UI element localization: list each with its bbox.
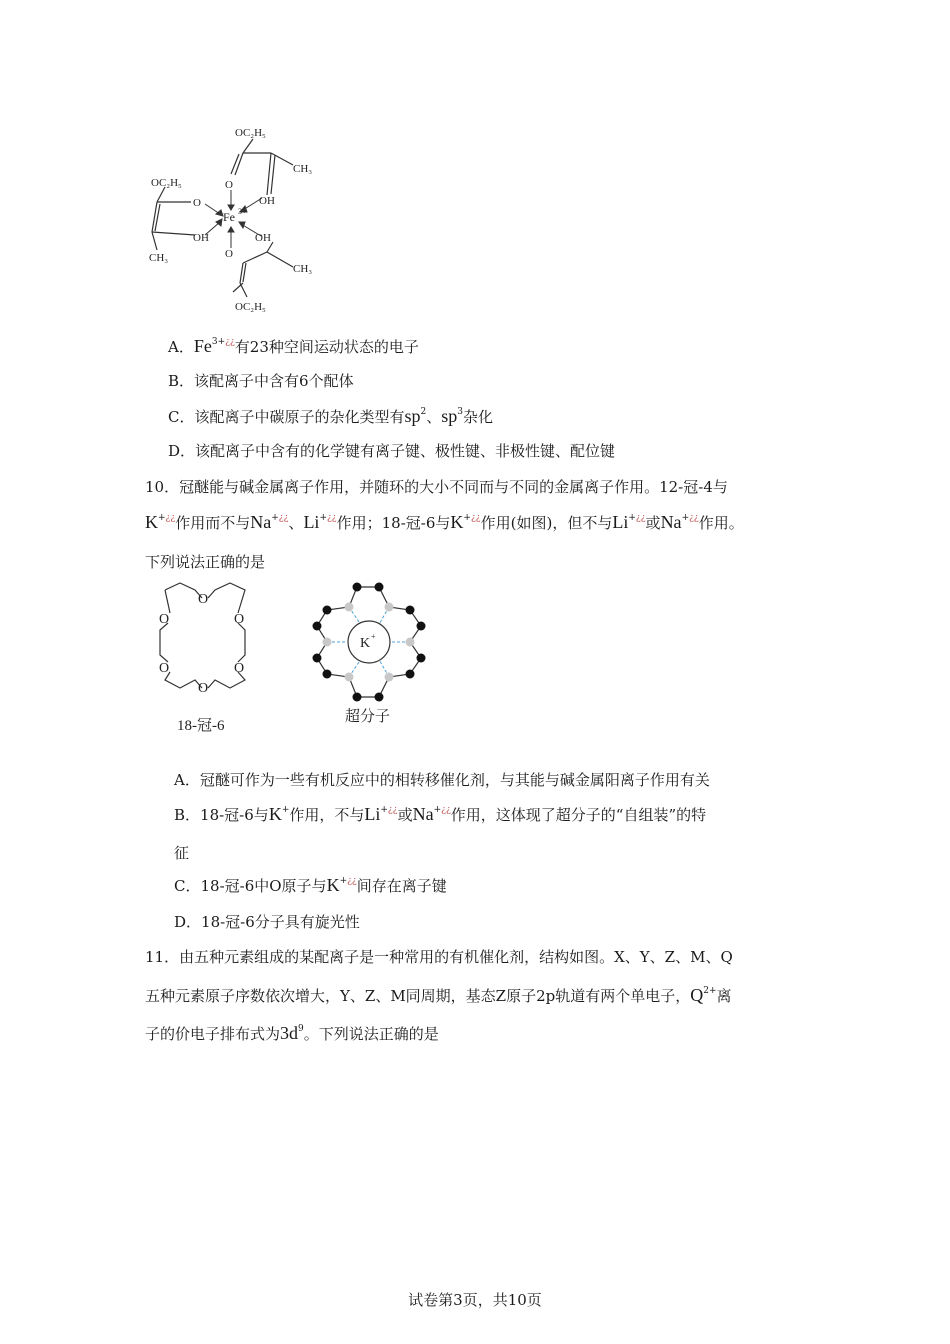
q9-option-a: A．$Fe^{3+¿¿}$有23种空间运动状态的电子 [168, 336, 419, 356]
label-oh-left: OH [193, 232, 209, 244]
label-ch3-left: CH₃ [149, 252, 169, 264]
q10-stem-line2: K+¿¿作用而不与Na+¿¿、Li+¿¿作用；18-冠-6与K+¿¿作用(如图)，但不与Li+¿¿或Na+¿¿作用。 [145, 512, 744, 532]
k-ion-charge: + [371, 632, 376, 641]
crown-o-5: O [159, 661, 170, 676]
label-oc2h5-left: OC₂H₅ [151, 177, 182, 189]
crown-o-1: O [198, 592, 209, 607]
label-oc2h5-top: OC₂H₅ [235, 127, 266, 139]
label-oh-top: OH [259, 195, 275, 207]
fe-complex-structure [135, 120, 335, 320]
k-ion-label: K [360, 636, 371, 651]
label-ch3-bottom: CH₃ [293, 263, 313, 275]
label-o-top: O [225, 179, 233, 191]
q11-stem-line3: 子的价电子排布式为$3d^9$。下列说法正确的是 [145, 1023, 439, 1043]
crown-o-2: O [234, 612, 245, 627]
crown-caption: 18-冠-6 [177, 718, 225, 734]
q10-option-b: B．18-冠-6与K+作用，不与Li+¿¿或Na+¿¿作用，这体现了超分子的“自组装”的特 [174, 804, 707, 824]
q10-stem-line1: 10．冠醚能与碱金属离子作用，并随环的大小不同而与不同的金属离子作用。12-冠-4与 [145, 478, 728, 496]
supramolecule-structure [305, 578, 435, 733]
label-oc2h5-bottom: OC₂H₅ [235, 301, 266, 313]
q9-option-d: D．该配离子中含有的化学键有离子键、极性键、非极性键、配位键 [168, 442, 616, 460]
q10-stem-line3: 下列说法正确的是 [145, 553, 266, 571]
q10-option-a: A．冠醚可作为一些有机反应中的相转移催化剂，与其能与碱金属阳离子作用有关 [174, 771, 710, 789]
label-ch3-top: CH₃ [293, 163, 313, 175]
q10-option-b-continued: 征 [174, 844, 190, 862]
crown-o-3: O [234, 661, 245, 676]
page-footer: 试卷第3页，共10页 [408, 1291, 542, 1309]
label-o-bottom: O [225, 248, 233, 260]
label-o-left: O [193, 197, 201, 209]
crown-o-4: O [198, 681, 209, 696]
q10-option-d: D．18-冠-6分子具有旋光性 [174, 913, 360, 931]
q11-stem-line2: 五种元素原子序数依次增大，Y、Z、M同周期，基态Z原子2p轨道有两个单电子，$Q^{2+}$离 [145, 985, 732, 1005]
label-fe: Fe [223, 210, 235, 224]
crown-o-6: O [159, 612, 170, 627]
q11-stem-line1: 11．由五种元素组成的某配离子是一种常用的有机催化剂，结构如图。X、Y、Z、M、Q [145, 948, 733, 966]
q10-option-c: C．18-冠-6中O原子与K+¿¿间存在离子键 [174, 875, 447, 895]
label-oh-bottom: OH [255, 232, 271, 244]
q9-option-c: C．该配离子中碳原子的杂化类型有$sp^2$、$sp^3$杂化 [168, 406, 494, 426]
q9-option-b: B．该配离子中含有6个配体 [168, 372, 354, 390]
supramolecule-caption: 超分子 [345, 709, 391, 725]
label-fe-charge: 3+ [238, 207, 247, 216]
crown-ether-structure [135, 580, 275, 740]
